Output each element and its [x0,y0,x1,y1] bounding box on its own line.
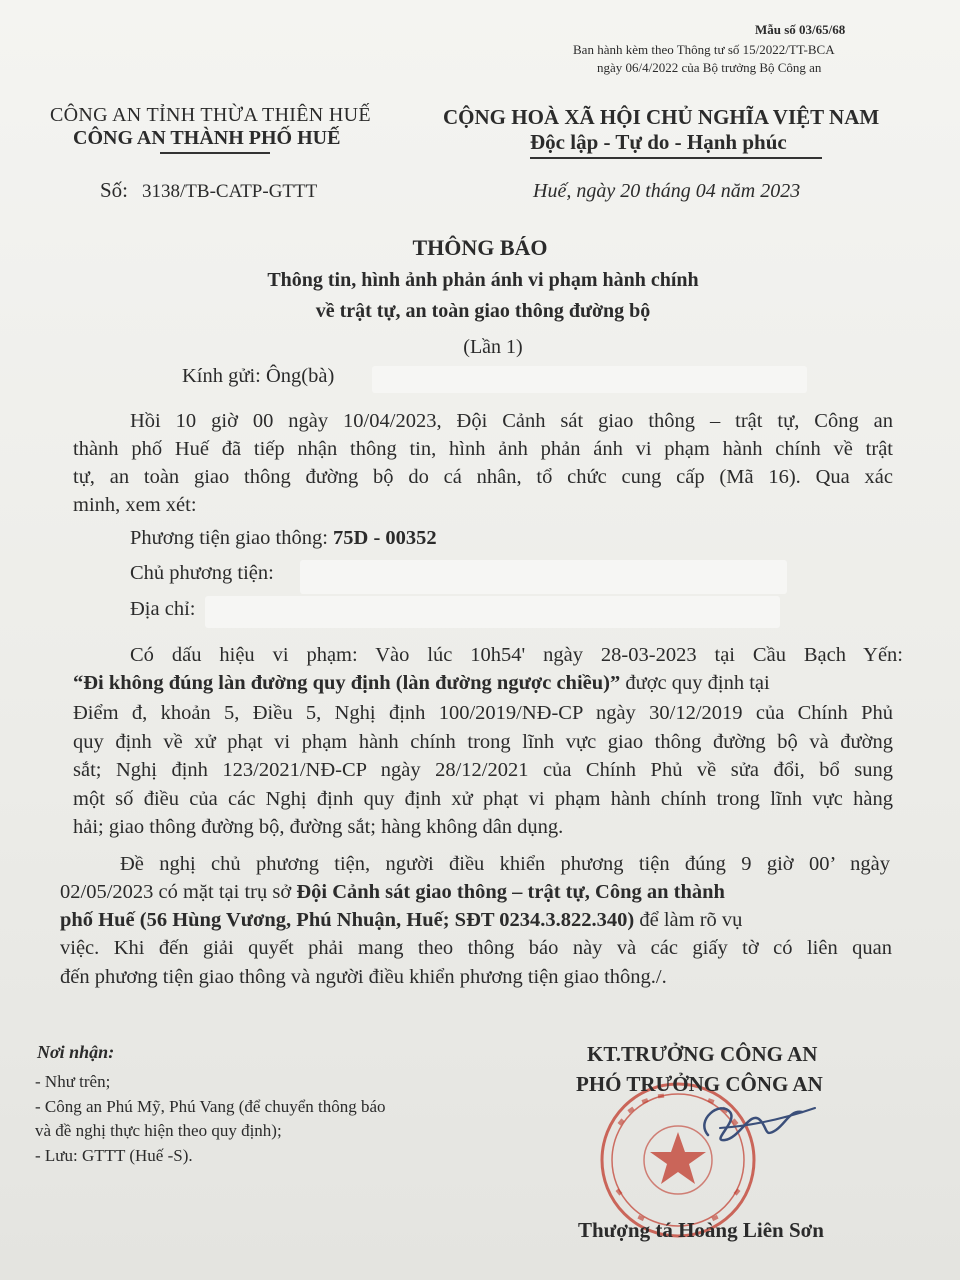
paragraph1-line4: minh, xem xét: [73,494,197,516]
signature-authority-line1: KT.TRƯỞNG CÔNG AN [587,1042,818,1066]
redacted-recipient-name [372,366,807,393]
motto-underline [530,157,822,159]
redacted-address [205,596,780,628]
document-subtitle-line1: Thông tin, hình ảnh phản ánh vi phạm hành chính [267,269,699,291]
request-line2 [60,881,892,904]
nation-name: CỘNG HOÀ XÃ HỘI CHỦ NGHĨA VIỆT NAM [443,105,880,129]
vehicle-label: Phương tiện giao thông: [130,527,328,549]
legal-basis-line4: một số điều của các Nghị định quy định xử phạt vi phạm hành chính trong lĩnh vực hàng [73,788,893,810]
parent-agency: CÔNG AN TỈNH THỪA THIÊN HUẾ [50,104,371,126]
request-line3-text: để làm rõ vụ [634,909,743,931]
legal-basis-line3: sắt; Nghị định 123/2021/NĐ-CP ngày 28/12/2021 của Chính Phủ về sửa đổi, bổ sung [73,759,893,781]
vehicle-plate: 75D - 00352 [333,527,437,549]
issuing-agency: CÔNG AN THÀNH PHỐ HUẾ [73,127,341,149]
redacted-owner-name [300,560,787,594]
paragraph1-line3: tự, an toàn giao thông đường bộ do cá nhân, tổ chức cung cấp (Mã 16). Qua xác [73,466,893,488]
request-line2-text: 02/05/2023 có mặt tại trụ sở [60,881,297,903]
document-title: THÔNG BÁO [412,235,548,260]
national-motto: Độc lập - Tự do - Hạnh phúc [530,130,787,154]
recipients-title: Nơi nhận: [37,1042,115,1062]
document-number-label: Số: [100,178,129,202]
violation-description-line [73,672,893,695]
signer-name: Thượng tá Hoàng Liên Sơn [578,1218,824,1242]
legal-basis-line5: hải; giao thông đường bộ, đường sắt; hàng không dân dụng. [73,816,564,838]
form-number: Mẫu số 03/65/68 [755,22,846,37]
place-and-date: Huế, ngày 20 tháng 04 năm 2023 [533,180,801,202]
signature-authority-line2: PHÓ TRƯỞNG CÔNG AN [576,1072,823,1096]
paragraph1-line1: Hồi 10 giờ 00 ngày 10/04/2023, Đội Cảnh sát giao thông – trật tự, Công an [130,410,893,432]
violation-tail: được quy định tại [620,672,770,694]
document-subtitle-line2: về trật tự, an toàn giao thông đường bộ [315,300,651,322]
handwritten-signature [690,1090,820,1150]
issued-note-line2: ngày 06/4/2022 của Bộ trưởng Bộ Công an [597,60,822,75]
violation-name: “Đi không đúng làn đường quy định (làn đường ngược chiều)” [73,672,621,694]
greeting: Kính gửi: Ông(bà) [182,365,335,387]
paragraph1-line2: thành phố Huế đã tiếp nhận thông tin, hình ảnh phản ánh vi phạm hành chính về trật [73,438,893,460]
request-office-address: phố Huế (56 Hùng Vương, Phú Nhuận, Huế; SĐT 0234.3.822.340) [60,909,635,931]
request-line1: Đề nghị chủ phương tiện, người điều khiển phương tiện đúng 9 giờ 00’ ngày [120,853,890,875]
recipient-item-4: - Lưu: GTTT (Huế -S). [35,1146,193,1165]
owner-label: Chủ phương tiện: [130,562,274,584]
issued-note-line1: Ban hành kèm theo Thông tư số 15/2022/TT-BCA [573,42,835,57]
recipient-item-1: - Như trên; [35,1072,111,1091]
request-line5: đến phương tiện giao thông và người điều khiển phương tiện giao thông./. [60,966,667,988]
legal-basis-line1: Điểm đ, khoản 5, Điều 5, Nghị định 100/2019/NĐ-CP ngày 30/12/2019 của Chính Phủ [73,702,893,724]
request-line3 [60,909,892,932]
address-label: Địa chỉ: [130,598,196,620]
document-number [100,178,317,203]
notice-times: (Lần 1) [463,336,523,358]
agency-underline [160,152,270,154]
request-line4: việc. Khi đến giải quyết phải mang theo thông báo này và các giấy tờ có liên quan [60,937,892,959]
request-office-name: Đội Cảnh sát giao thông – trật tự, Công an thành [296,881,725,903]
legal-basis-line2: quy định về xử phạt vi phạm hành chính trong lĩnh vực giao thông đường bộ và đường [73,731,893,753]
vehicle-row [130,527,950,550]
violation-lead: Có dấu hiệu vi phạm: Vào lúc 10h54' ngày 28-03-2023 tại Cầu Bạch Yến: [130,644,903,666]
recipient-item-2: - Công an Phú Mỹ, Phú Vang (để chuyển thông báo [35,1097,386,1116]
recipient-item-3: và đề nghị thực hiện theo quy định); [35,1121,282,1140]
document-number-value: 3138/TB-CATP-GTTT [142,181,318,202]
